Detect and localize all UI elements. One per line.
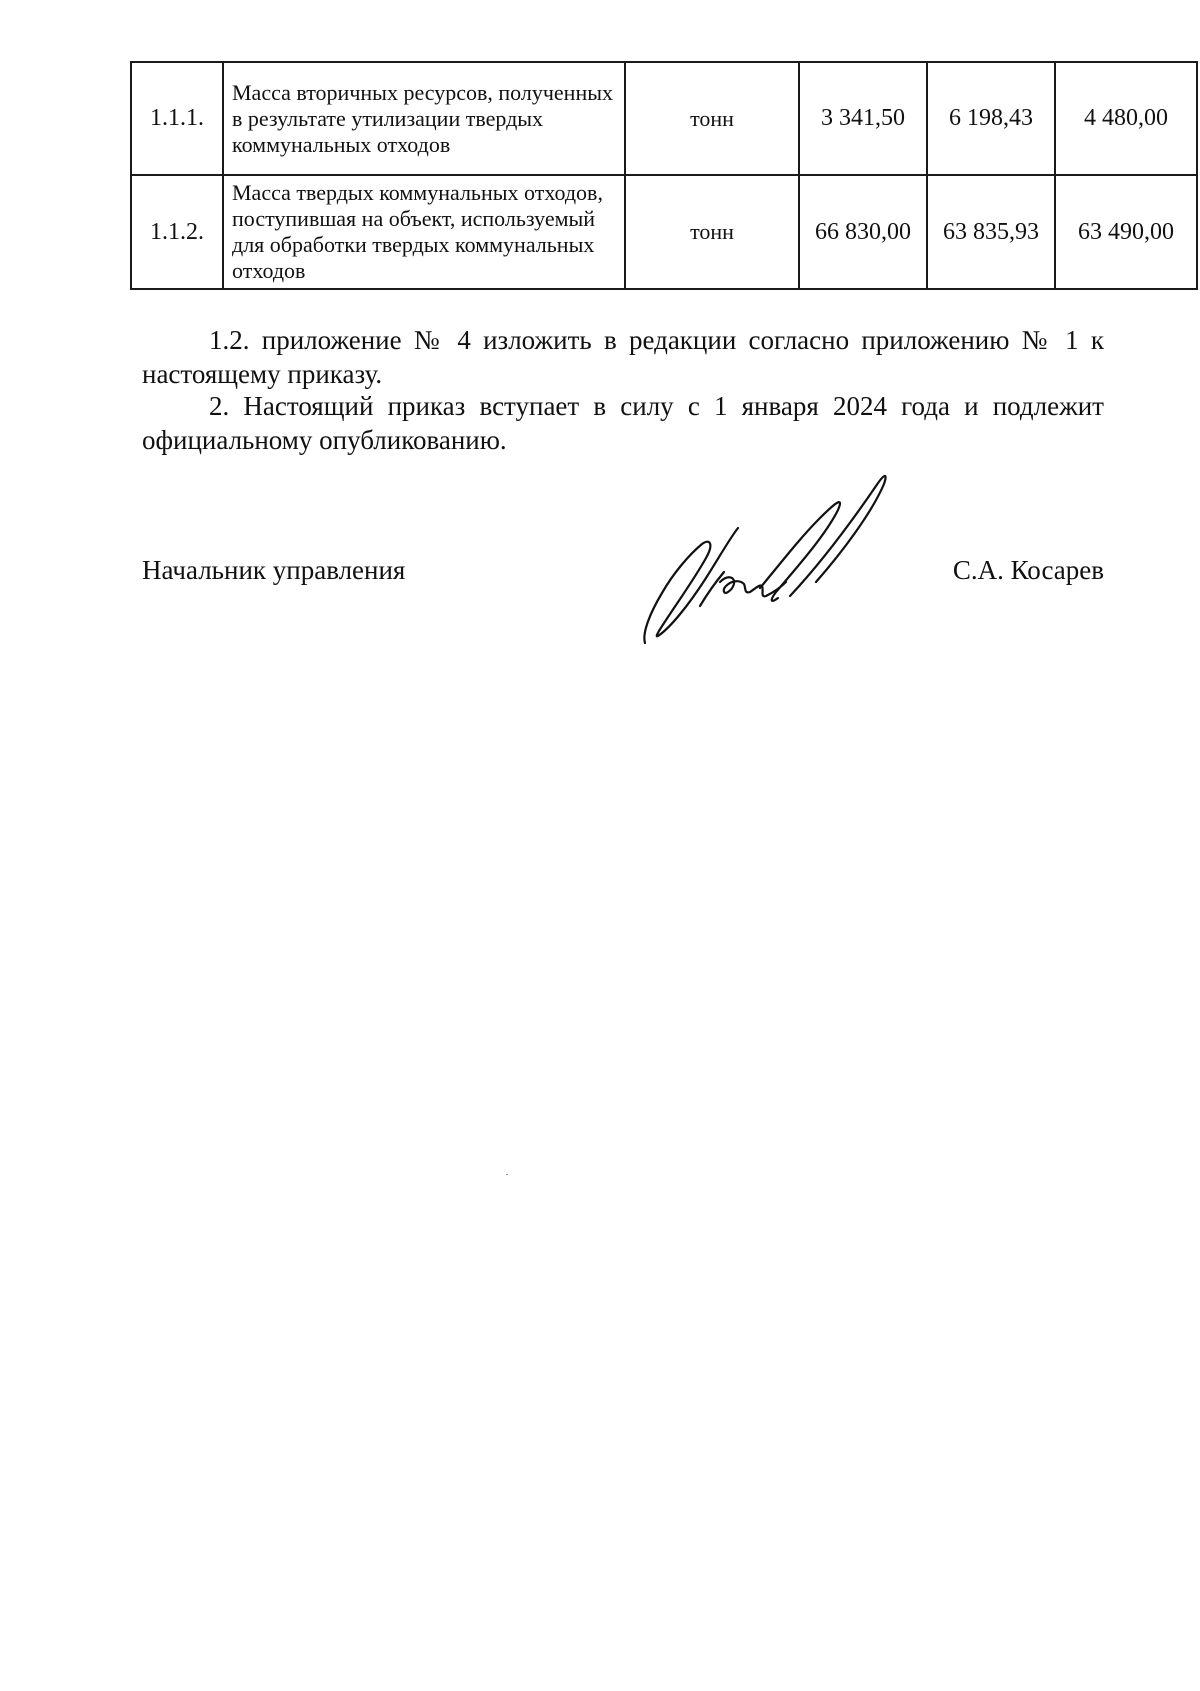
unit-cell: тонн bbox=[625, 62, 799, 175]
signature-block bbox=[142, 545, 1104, 625]
value-cell-3: 4 480,00 bbox=[1055, 62, 1197, 175]
table-row bbox=[131, 62, 1197, 175]
signer-name: С.А. Косарев bbox=[952, 555, 1104, 585]
row-number: 1.1.1. bbox=[131, 62, 223, 175]
row-number: 1.1.2. bbox=[131, 175, 223, 289]
signer-title: Начальник управления bbox=[142, 555, 406, 585]
paragraph-appendix-clause: 1.2. приложение № 4 изложить в редакции согласно приложению № 1 к настоящему приказу. bbox=[142, 325, 1104, 389]
unit-cell: тонн bbox=[625, 175, 799, 289]
value-cell-3: 63 490,00 bbox=[1055, 175, 1197, 289]
indicators-table bbox=[130, 61, 1198, 290]
scan-artifact bbox=[506, 1174, 508, 1175]
indicator-name: Масса вторичных ресурсов, полученных в результате утилизации твердых коммунальных отходов bbox=[223, 62, 625, 175]
value-cell-1: 3 341,50 bbox=[799, 62, 927, 175]
value-cell-2: 6 198,43 bbox=[927, 62, 1055, 175]
handwritten-signature-icon bbox=[640, 468, 900, 653]
table-row bbox=[131, 175, 1197, 289]
indicator-name: Масса твердых коммунальных отходов, поступившая на объект, используемый для обработки твердых коммунальных отходов bbox=[223, 175, 625, 289]
paragraph-effective-date: 2. Настоящий приказ вступает в силу с 1 января 2024 года и подлежит официальному опубликованию. bbox=[142, 391, 1104, 455]
value-cell-1: 66 830,00 bbox=[799, 175, 927, 289]
value-cell-2: 63 835,93 bbox=[927, 175, 1055, 289]
